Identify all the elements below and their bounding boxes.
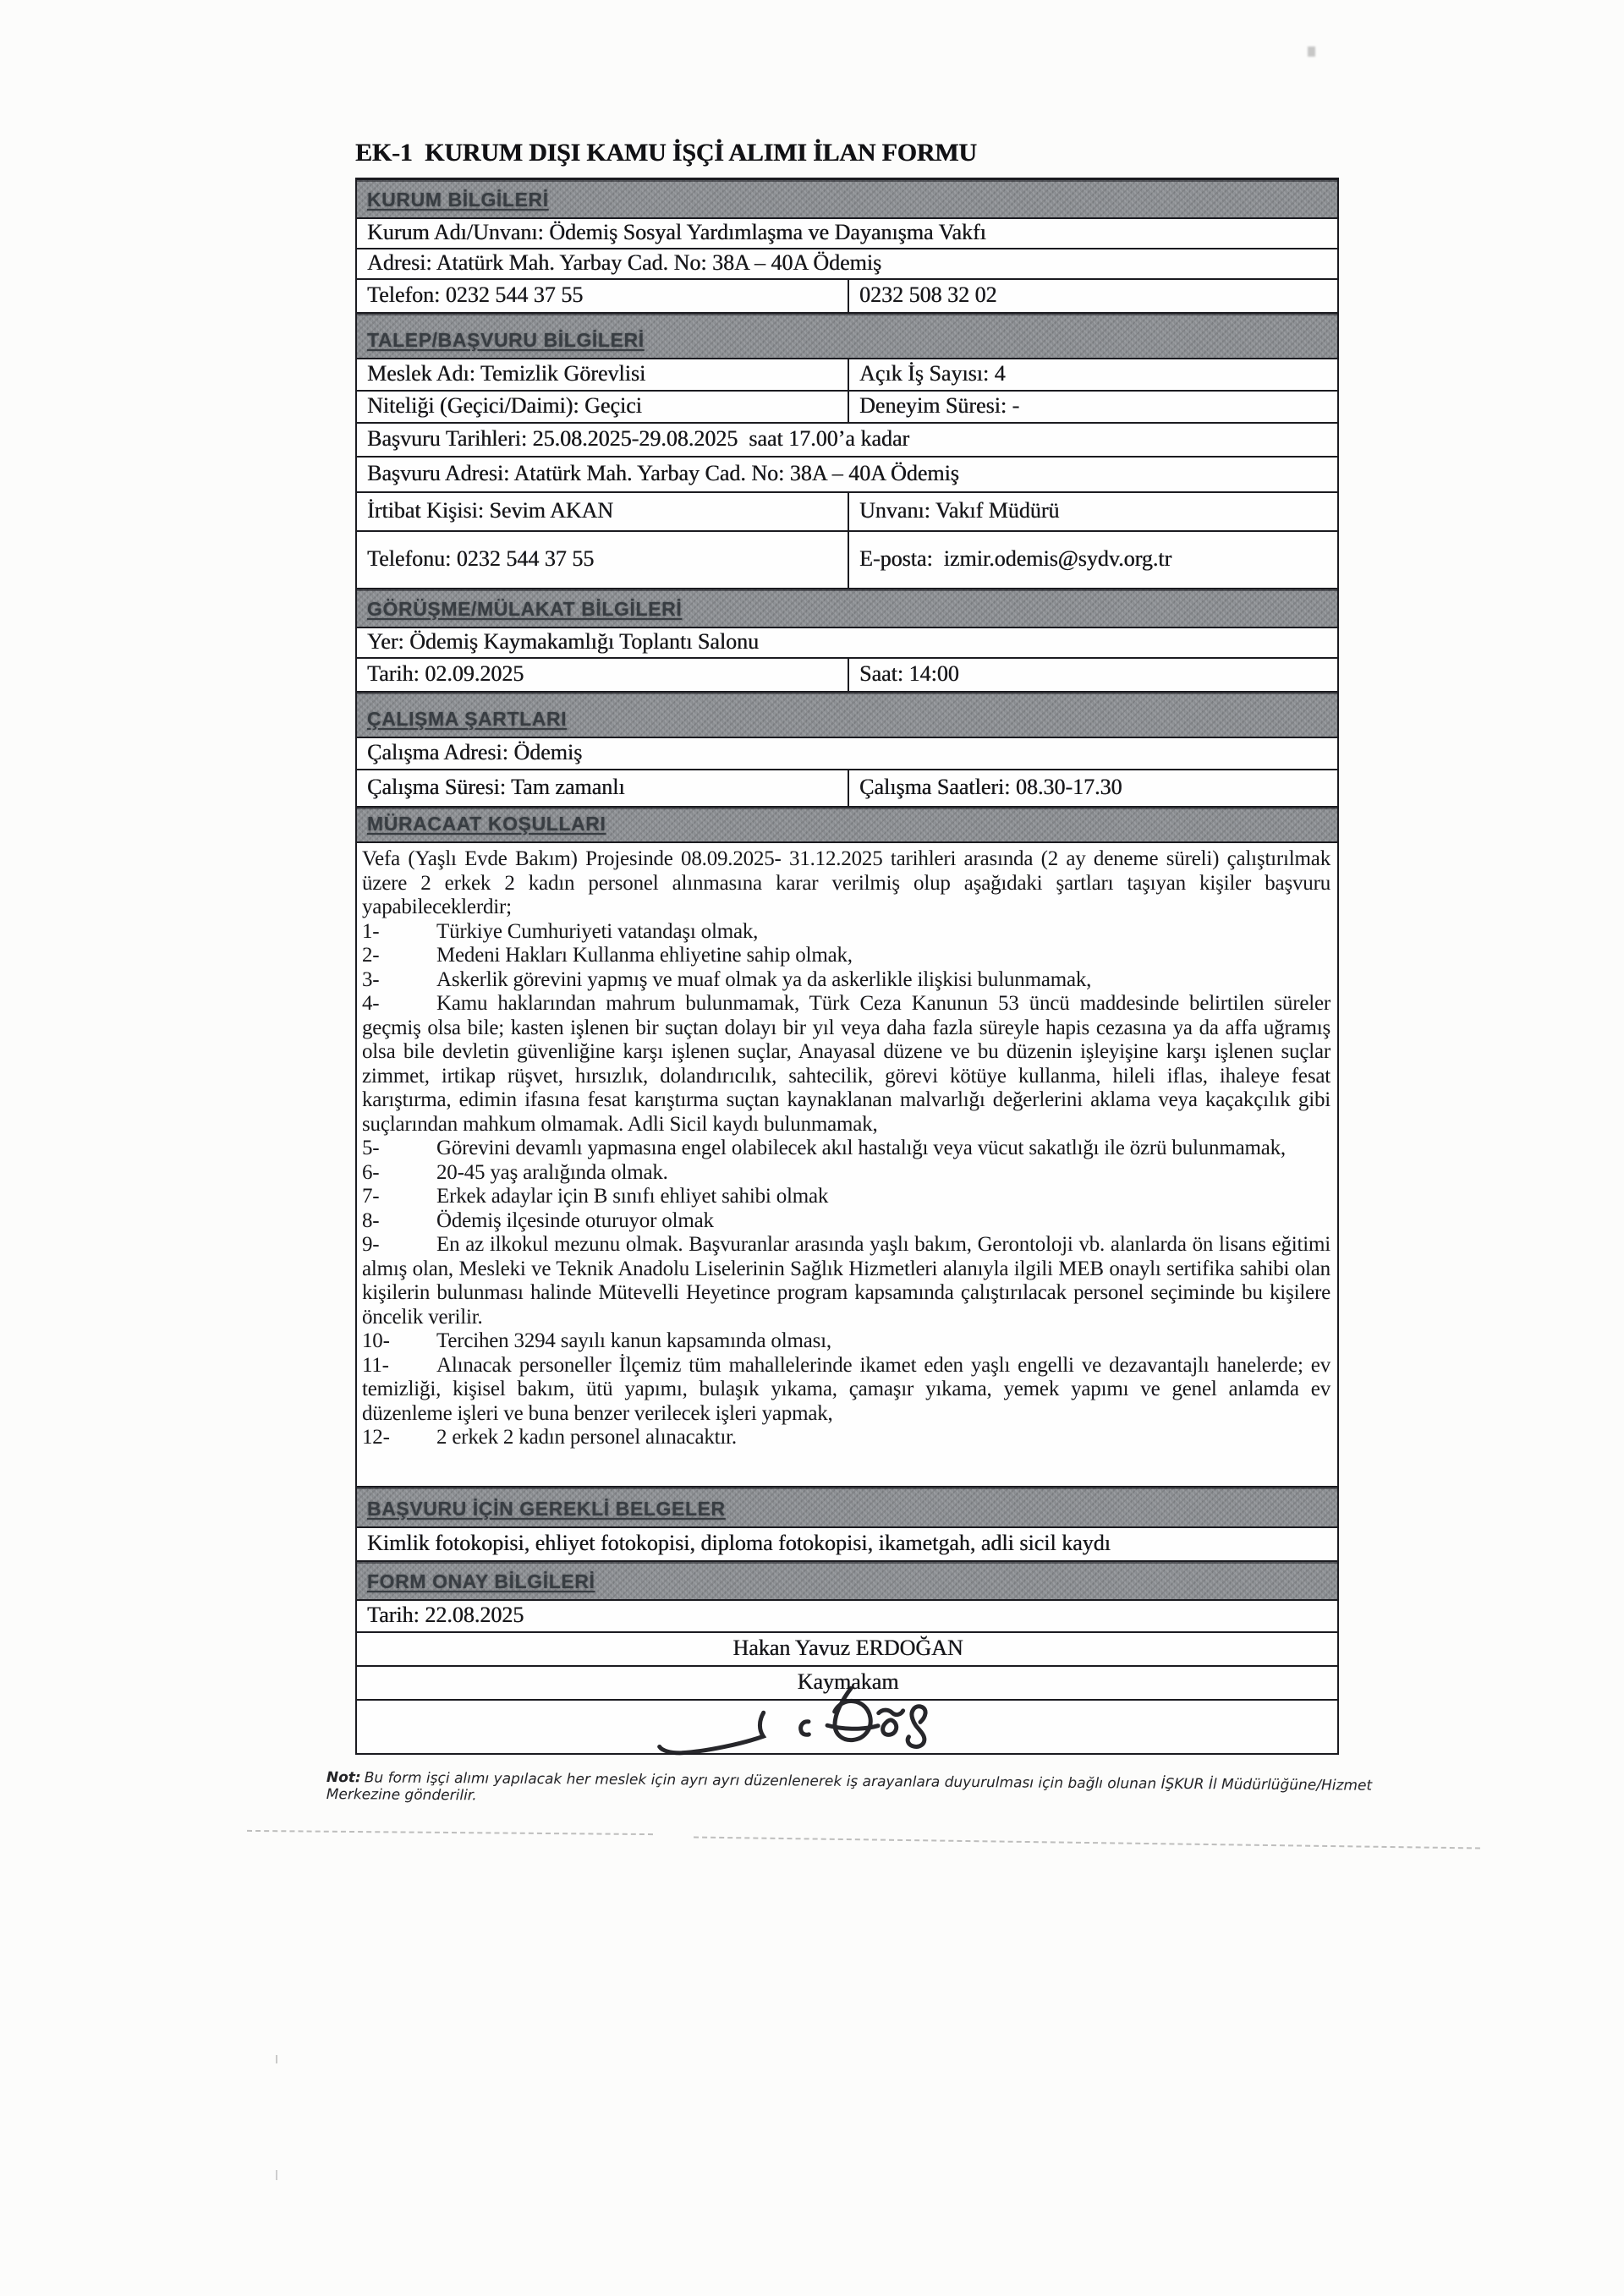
basvuru-tarihleri-value: Başvuru Tarihleri: 25.08.2025-29.08.2025 saat 17.00’a kadar <box>367 426 910 452</box>
muracaat-item <box>362 1233 1330 1329</box>
signature-scribble <box>655 1679 952 1767</box>
telefon-value: Telefon: 0232 544 37 55 <box>367 282 584 308</box>
table-row-irtibat <box>357 493 1337 532</box>
table-row-kurum-adi <box>357 219 1337 249</box>
item-text: Görevini devamlı yapmasına engel olabilecek akıl hastalığı veya vücut sakatlığı ile özrü bulunmamak, <box>436 1137 1286 1159</box>
eposta-value: E-posta: izmir.odemis@sydv.org.tr <box>859 546 1172 572</box>
scan-artifact-smudge <box>1308 47 1315 57</box>
footer-note-body: Bu form işçi alımı yapılacak her meslek için ayrı ayrı düzenlenerek iş arayanlara duyurulması için bağlı olunan İŞKUR İl Müdürlüğüne/Hizmet Merkezine gönderilir. <box>326 1769 1373 1805</box>
item-text: Erkek adaylar için B sınıfı ehliyet sahibi olmak <box>436 1185 829 1208</box>
footer-note <box>326 1769 1426 1811</box>
adresi-value: Adresi: Atatürk Mah. Yarbay Cad. No: 38A – 40A Ödemiş <box>367 250 882 276</box>
onay-tarihi-value: Tarih: 22.08.2025 <box>367 1603 524 1628</box>
muracaat-item <box>362 968 1330 993</box>
ilan-form-table <box>355 178 1339 1755</box>
table-row-meslek <box>357 359 1337 392</box>
muracaat-item <box>362 992 1330 1137</box>
table-row-calisma-adresi <box>357 738 1337 770</box>
item-text: Medeni Hakları Kullanma ehliyetine sahip olmak, <box>436 944 853 967</box>
table-row-yer <box>357 628 1337 659</box>
tarih-value: Tarih: 02.09.2025 <box>367 661 524 687</box>
table-row-calisma-suresi <box>357 770 1337 808</box>
table-row-basvuru-tarihleri <box>357 424 1337 458</box>
section-band-calisma-sartlari <box>357 693 1337 738</box>
scan-artifact-tick <box>276 2055 277 2063</box>
item-number: 2- <box>362 944 380 967</box>
item-text: 20-45 yaş aralığında olmak. <box>436 1160 668 1184</box>
scan-artifact-line-left <box>247 1830 653 1835</box>
yer-value: Yer: Ödemiş Kaymakamlığı Toplantı Salonu <box>367 629 760 655</box>
item-text: 2 erkek 2 kadın personel alınacaktır. <box>436 1426 737 1449</box>
onay-adi-value: Hakan Yavuz ERDOĞAN <box>732 1636 963 1661</box>
section-header-label: BAŞVURU İÇİN GEREKLİ BELGELER <box>367 1498 726 1520</box>
item-number: 7- <box>362 1185 380 1208</box>
muracaat-item <box>362 1426 1330 1450</box>
kurum-adi-value: Kurum Adı/Unvanı: Ödemiş Sosyal Yardımlaşma ve Dayanışma Vakfı <box>367 220 986 245</box>
muracaat-item <box>362 1161 1330 1186</box>
table-row-tarih-saat <box>357 659 1337 693</box>
muracaat-item <box>362 944 1330 968</box>
irtibat-value: İrtibat Kişisi: Sevim AKAN <box>367 498 614 523</box>
muracaat-intro: Vefa (Yaşlı Evde Bakım) Projesinde 08.09.2025- 31.12.2025 tarihleri arasında (2 ay deneme süreli) çalıştırılmak üzere 2 erkek 2 kadın personel alınmasına karar verilmiş olup aşağıdaki şartları taşıyan kişiler başvuru yapabileceklerdir; <box>362 847 1330 918</box>
muracaat-item <box>362 1185 1330 1209</box>
muracaat-item <box>362 1137 1330 1161</box>
item-number: 3- <box>362 967 380 991</box>
table-row-onay-tarihi <box>357 1601 1337 1633</box>
form-title: EK-1 KURUM DIŞI KAMU İŞÇİ ALIMI İLAN FORMU <box>355 139 977 167</box>
item-number: 9- <box>362 1233 380 1256</box>
muracaat-item <box>362 1329 1330 1354</box>
section-band-gerekli-belgeler <box>357 1488 1337 1528</box>
niteligi-value: Niteliği (Geçici/Daimi): Geçici <box>367 393 642 419</box>
item-text: Kamu haklarından mahrum bulunmamak, Türk Ceza Kanunun 53 üncü maddesinde belirtilen süreler geçmiş olsa bile; kasten işlenen bir suçtan dolayı bir yıl veya daha fazla süreyle hapis cezasına ya da affa uğramış olsa bile devletin güvenliğine karşı işlenen suçlar, Anayasal düzene ve bu düzenin işleyişine karşı işlenen suçlar zimmet, irtikap rüşvet, hırsızlık, dolandırıcılık, sahtecilik, görevi kötüye kullanma, hileli iflas, ihaleye fesat karıştırma, edimin ifasına fesat karıştırma suçtan kaynaklanan malvarlığı değerlerini aklama veya kaçakçılık gibi suçlarından mahkum olmamak. Adli Sicil kaydı bulunmamak, <box>362 992 1330 1136</box>
section-band-kurum-bilgileri <box>357 180 1337 219</box>
section-band-muracaat-kosullari <box>357 808 1337 843</box>
item-text: Ödemiş ilçesinde oturuyor olmak <box>436 1208 714 1232</box>
item-text: Tercihen 3294 sayılı kanun kapsamında olması, <box>436 1329 831 1352</box>
telefonu-value: Telefonu: 0232 544 37 55 <box>367 546 595 572</box>
section-header-label: ÇALIŞMA ŞARTLARI <box>367 708 568 730</box>
section-header-label: KURUM BİLGİLERİ <box>367 189 549 211</box>
scan-artifact-tick <box>276 2170 277 2180</box>
item-text: Alınacak personeller İlçemiz tüm mahallelerinde ikamet eden yaşlı engelli ve dezavantajlı hanelerde; ev temizliği, kişisel bakım, ütü yapımı, bulaşık yıkama, çamaşır yıkama, yemek yapımı ve genel anlamda ev düzenleme işleri ve buna benzer verilecek işleri yapmak, <box>362 1353 1330 1425</box>
item-number: 12- <box>362 1426 390 1449</box>
basvuru-adresi-value: Başvuru Adresi: Atatürk Mah. Yarbay Cad. No: 38A – 40A Ödemiş <box>367 461 959 486</box>
saat-value: Saat: 14:00 <box>859 661 959 687</box>
meslek-value: Meslek Adı: Temizlik Görevlisi <box>367 361 646 386</box>
item-number: 6- <box>362 1160 380 1184</box>
section-band-talep-basvuru <box>357 314 1337 359</box>
muracaat-item <box>362 1354 1330 1427</box>
item-text: Türkiye Cumhuriyeti vatandaşı olmak, <box>436 919 759 943</box>
deneyim-value: Deneyim Süresi: - <box>859 393 1020 419</box>
table-row-belgeler <box>357 1528 1337 1562</box>
section-band-gorusme-mulakat <box>357 589 1337 628</box>
item-number: 8- <box>362 1208 380 1232</box>
calisma-suresi-value: Çalışma Süresi: Tam zamanlı <box>367 775 625 800</box>
item-number: 5- <box>362 1137 380 1159</box>
item-text: En az ilkokul mezunu olmak. Başvuranlar arasında yaşlı bakım, Gerontoloji vb. alanlarda ön lisans eğitimi almış olan, Mesleki ve Teknik Anadolu Liselerinin Sağlık Hizmetleri alanıyla ilgili MEB onaylı sertifika sahibi olan kişilerin bulunması halinde Mütevelli Heyetince program kapsamında çalıştırılacak personel seçiminde bu kişilere öncelik verilir. <box>362 1233 1330 1329</box>
calisma-saatleri-value: Çalışma Saatleri: 08.30-17.30 <box>859 775 1122 800</box>
section-header-label: GÖRÜŞME/MÜLAKAT BİLGİLERİ <box>367 598 683 620</box>
belgeler-value: Kimlik fotokopisi, ehliyet fotokopisi, diploma fotokopisi, ikametgah, adli sicil kaydı <box>367 1531 1111 1556</box>
item-number: 11- <box>362 1353 389 1377</box>
table-row-niteligi <box>357 392 1337 424</box>
section-header-label: FORM ONAY BİLGİLERİ <box>367 1570 595 1592</box>
table-row-basvuru-adresi <box>357 458 1337 493</box>
item-number: 4- <box>362 992 380 1015</box>
table-row-onay-adi <box>357 1633 1337 1667</box>
calisma-adresi-value: Çalışma Adresi: Ödemiş <box>367 740 583 765</box>
unvan-value: Unvanı: Vakıf Müdürü <box>859 498 1060 523</box>
telefon2-value: 0232 508 32 02 <box>859 282 997 308</box>
muracaat-kosullari-text <box>357 843 1337 1488</box>
muracaat-item <box>362 1209 1330 1234</box>
item-number: 10- <box>362 1329 390 1352</box>
section-header-label: MÜRACAAT KOŞULLARI <box>367 813 606 835</box>
acik-is-value: Açık İş Sayısı: 4 <box>859 361 1006 386</box>
onay-unvani-value: Kaymakam <box>797 1669 899 1695</box>
section-header-label: TALEP/BAŞVURU BİLGİLERİ <box>367 329 645 351</box>
table-row-telefon <box>357 280 1337 314</box>
item-number: 1- <box>362 919 380 943</box>
item-text: Askerlik görevini yapmış ve muaf olmak ya da askerlikle ilişkisi bulunmamak, <box>436 967 1092 991</box>
scan-artifact-line-right <box>694 1837 1480 1849</box>
footer-note-prefix: Not: <box>326 1769 361 1787</box>
table-row-telefonu-eposta <box>357 532 1337 589</box>
muracaat-item <box>362 920 1330 945</box>
table-row-adresi <box>357 249 1337 280</box>
section-band-form-onay <box>357 1562 1337 1601</box>
